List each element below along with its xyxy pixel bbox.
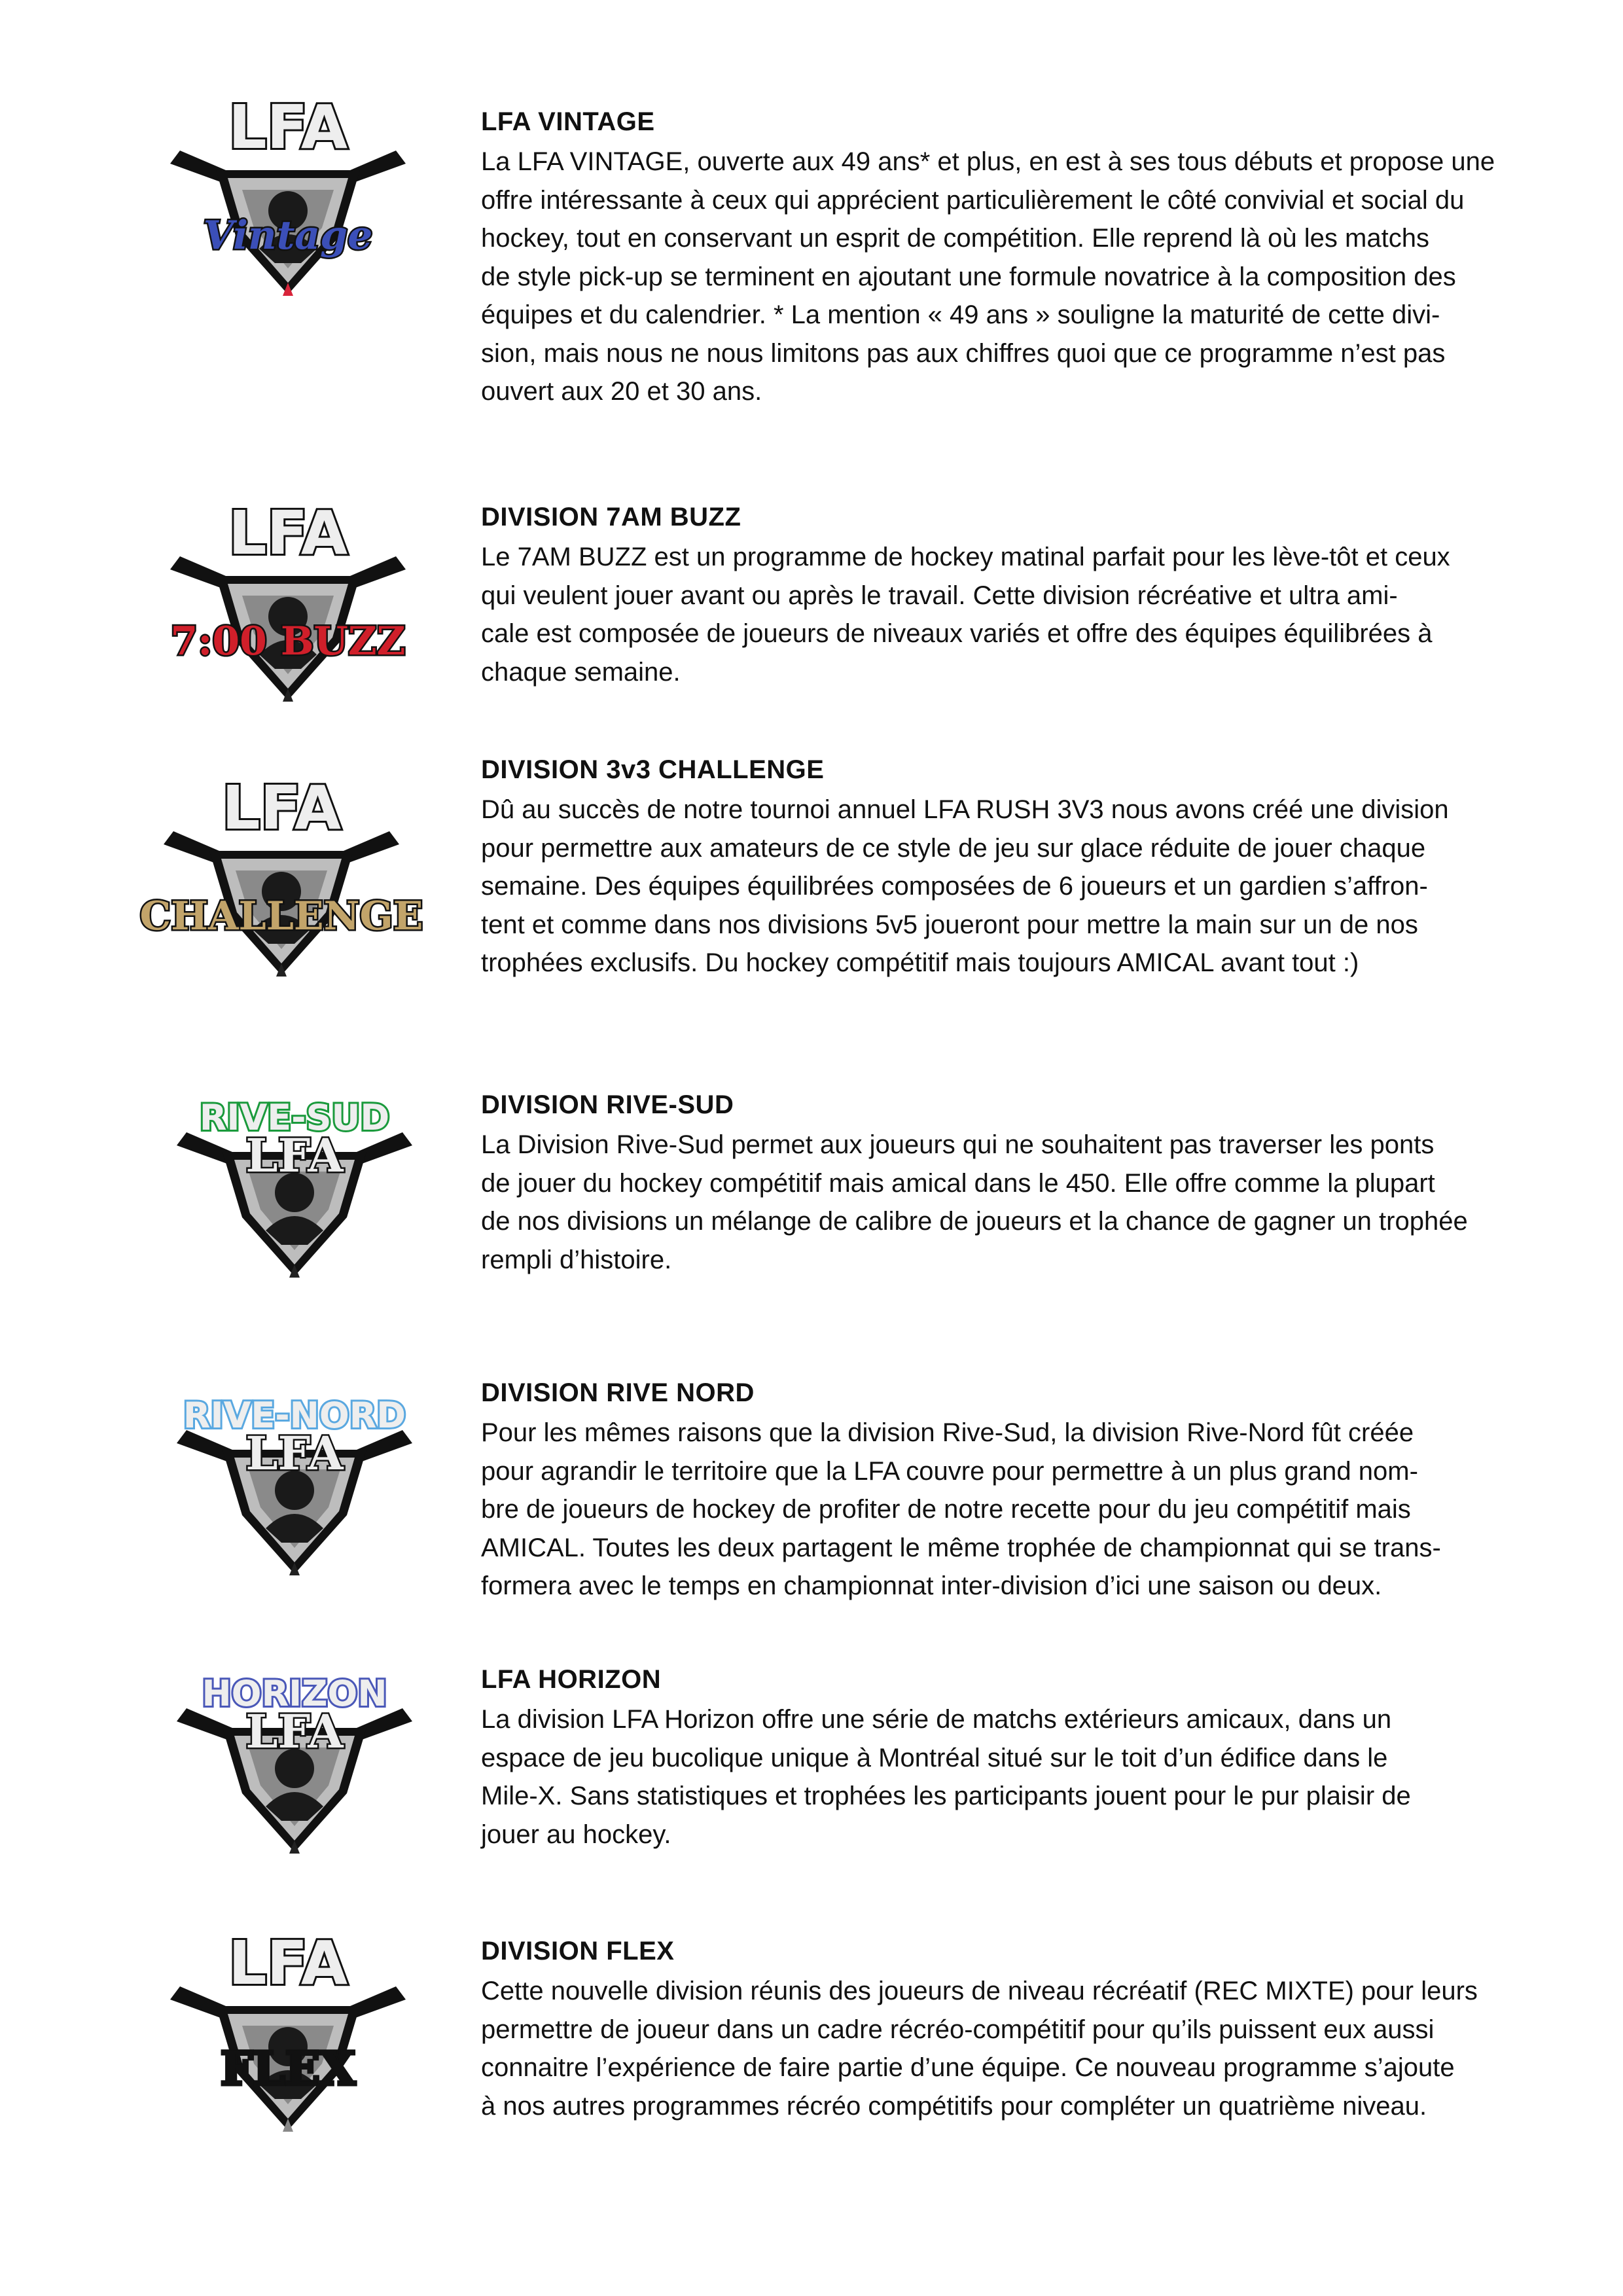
svg-text:LFA: LFA xyxy=(245,1128,344,1183)
description-line: à nos autres programmes récréo compétitifs pour compléter un quatrième niveau. xyxy=(481,2091,1427,2121)
description-line: La Division Rive-Sud permet aux joueurs qui ne souhaitent pas traverser les ponts xyxy=(481,1130,1435,1159)
description-line: La division LFA Horizon offre une série de matchs extérieurs amicaux, dans un xyxy=(481,1705,1392,1734)
svg-text:LFA: LFA xyxy=(228,92,348,162)
description-line: de jouer du hockey compétitif mais amical dans le 450. Elle offre comme la plupart xyxy=(481,1168,1435,1198)
svg-text:LFA: LFA xyxy=(245,1704,344,1759)
division-title: DIVISION 7AM BUZZ xyxy=(481,503,741,531)
description-line: rempli d’histoire. xyxy=(481,1245,672,1274)
description-line: tent et comme dans nos divisions 5v5 joueront pour mettre la main sur un de nos xyxy=(481,910,1418,939)
svg-text:HORIZON: HORIZON xyxy=(202,1673,387,1714)
svg-text:Vintage: Vintage xyxy=(203,213,373,259)
division-title: DIVISION RIVE NORD xyxy=(481,1378,755,1407)
description-line: connaitre l’expérience de faire partie d’une équipe. Ce nouveau programme s’ajoute xyxy=(481,2053,1455,2082)
description-line: jouer au hockey. xyxy=(481,1820,671,1849)
svg-text:LFA: LFA xyxy=(221,773,342,843)
division-text xyxy=(481,1086,1541,1279)
description-line: semaine. Des équipes équilibrées composées de 6 joueurs et un gardien s’affron- xyxy=(481,872,1428,901)
svg-text:RIVE-SUD: RIVE-SUD xyxy=(199,1097,390,1138)
division-title: LFA VINTAGE xyxy=(481,107,655,136)
svg-text:RIVE-NORD: RIVE-NORD xyxy=(183,1395,406,1436)
division-text xyxy=(481,499,1541,691)
division-description xyxy=(481,1414,1541,1605)
description-line: Le 7AM BUZZ est un programme de hockey matinal parfait pour les lève-tôt et ceux xyxy=(481,543,1450,571)
description-line: de nos divisions un mélange de calibre de joueurs et la chance de gagner un trophée xyxy=(481,1207,1468,1236)
description-line: trophées exclusifs. Du hockey compétitif mais toujours AMICAL avant tout :) xyxy=(481,948,1359,977)
svg-text:7:00 BUZZ: 7:00 BUZZ xyxy=(170,619,406,664)
division-text xyxy=(481,1661,1541,1854)
division-title: DIVISION FLEX xyxy=(481,1937,675,1965)
svg-text:LFA: LFA xyxy=(245,1426,344,1480)
description-line: ouvert aux 20 et 30 ans. xyxy=(481,377,762,406)
svg-text:FLEX: FLEX xyxy=(220,2041,356,2096)
description-line: offre intéressante à ceux qui apprécient particulièrement le côté convivial et social du xyxy=(481,185,1465,215)
description-line: hockey, tout en conservant un esprit de compétition. Elle reprend là où les matchs xyxy=(481,224,1429,253)
svg-text:LFA: LFA xyxy=(228,498,348,568)
division-title: DIVISION 3v3 CHALLENGE xyxy=(481,755,825,784)
svg-text:LFA: LFA xyxy=(228,1928,348,1998)
division-description xyxy=(481,1972,1541,2125)
division-text xyxy=(481,103,1541,411)
lfa-rive-nord-logo-icon xyxy=(151,1371,438,1581)
description-line: sion, mais nous ne nous limitons pas aux chiffres quoi que ce programme n’est pas xyxy=(481,338,1446,368)
description-line: Dû au succès de notre tournoi annuel LFA RUSH 3V3 nous avons créé une division xyxy=(481,795,1449,824)
description-line: Mile-X. Sans statistiques et trophées les participants jouent pour le pur plaisir de xyxy=(481,1782,1411,1810)
lfa-vintage-logo-icon xyxy=(144,92,432,301)
lfa-horizon-logo-icon xyxy=(151,1649,438,1859)
division-title: DIVISION RIVE-SUD xyxy=(481,1090,734,1119)
description-line: Pour les mêmes raisons que la division Rive-Sud, la division Rive-Nord fût créée xyxy=(481,1418,1414,1447)
description-line: permettre de joueur dans un cadre récréo-compétitif pour qu’ils puissent eux aussi xyxy=(481,2015,1435,2044)
lfa-flex-logo-icon xyxy=(144,1928,432,2137)
description-line: pour agrandir le territoire que la LFA couvre pour permettre à un plus grand nom- xyxy=(481,1456,1418,1486)
division-description xyxy=(481,1700,1541,1854)
division-description xyxy=(481,143,1541,411)
lfa-3v3-challenge-logo-icon xyxy=(137,772,425,982)
description-line: Cette nouvelle division réunis des joueurs de niveau récréatif (REC MIXTE) pour leurs xyxy=(481,1977,1478,2005)
description-line: AMICAL. Toutes les deux partagent le même trophée de championnat qui se trans- xyxy=(481,1533,1441,1562)
svg-text:CHALLENGE: CHALLENGE xyxy=(139,893,423,939)
division-description xyxy=(481,538,1541,691)
description-line: La LFA VINTAGE, ouverte aux 49 ans* et plus, en est à ses tous débuts et propose une xyxy=(481,147,1495,176)
lfa-rive-sud-logo-icon xyxy=(151,1073,438,1283)
lfa-7am-buzz-logo-icon xyxy=(144,497,432,707)
description-line: chaque semaine. xyxy=(481,657,681,687)
division-text xyxy=(481,1374,1541,1605)
description-line: de style pick-up se terminent en ajoutant une formule novatrice à la composition des xyxy=(481,262,1456,291)
division-title: LFA HORIZON xyxy=(481,1665,662,1694)
description-line: bre de joueurs de hockey de profiter de notre recette pour du jeu compétitif mais xyxy=(481,1495,1411,1524)
description-line: espace de jeu bucolique unique à Montréal situé sur le toit d’un édifice dans le xyxy=(481,1743,1388,1772)
description-line: cale est composée de joueurs de niveaux variés et offre des équipes équilibrées à xyxy=(481,619,1433,648)
description-line: équipes et du calendrier. * La mention « 49 ans » souligne la maturité de cette divi- xyxy=(481,300,1440,329)
description-line: qui veulent jouer avant ou après le travail. Cette division récréative et ultra ami- xyxy=(481,581,1398,610)
description-line: formera avec le temps en championnat inter-division d’ici une saison ou deux. xyxy=(481,1571,1382,1600)
description-line: pour permettre aux amateurs de ce style de jeu sur glace réduite de jouer chaque xyxy=(481,833,1426,863)
division-text xyxy=(481,1933,1541,2125)
division-description xyxy=(481,1126,1541,1279)
division-description xyxy=(481,791,1541,982)
division-text xyxy=(481,751,1541,982)
